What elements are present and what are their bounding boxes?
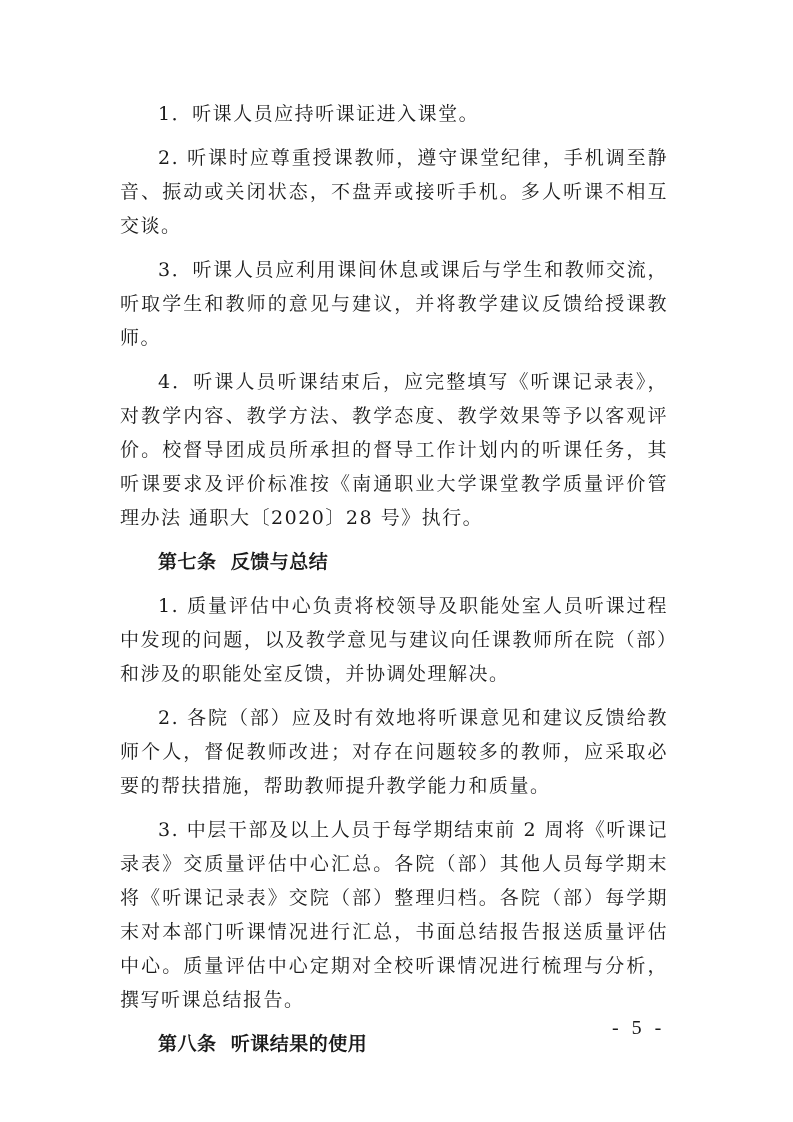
page-number: - 5 - (612, 1017, 666, 1039)
paragraph-2: 2. 听课时应尊重授课教师，遵守课堂纪律，手机调至静音、振动或关闭状态，不盘弄或接听手机。多人听课不相互交谈。 (120, 147, 668, 237)
paragraph-1: 1．听课人员应持听课证进入课堂。 (158, 103, 480, 125)
document-body (120, 97, 668, 1071)
paragraph-3: 3．听课人员应利用课间休息或课后与学生和教师交流，听取学生和教师的意见与建议，并将教学建议反馈给授课教师。 (120, 259, 668, 349)
section-7-heading (120, 545, 668, 579)
section-7-heading-text: 第七条 反馈与总结 (158, 551, 329, 573)
section-7-paragraph-2: 2. 各院（部）应及时有效地将听课意见和建议反馈给教师个人，督促教师改进；对存在问题较多的教师，应采取必要的帮扶措施，帮助教师提升教学能力和质量。 (120, 707, 668, 797)
section-7-paragraph-3: 3. 中层干部及以上人员于每学期结束前 2 周将《听课记录表》交质量评估中心汇总。各院（部）其他人员每学期末将《听课记录表》交院（部）整理归档。各院（部）每学期末对本部门听课情况进行汇总，书面总结报告报送质量评估中心。质量评估中心定期对全校听课情况进行梳理与分析，撰写听课总结报告。 (120, 819, 668, 1011)
paragraph-4: 4．听课人员听课结束后，应完整填写《听课记录表》，对教学内容、教学方法、教学态度、教学效果等予以客观评价。校督导团成员所承担的督导工作计划内的听课任务，其听课要求及评价标准按《南通职业大学课堂教学质量评价管理办法 通职大〔2020〕28 号》执行。 (120, 371, 668, 529)
section-8-heading (120, 1027, 668, 1061)
section-7-paragraph-1: 1. 质量评估中心负责将校领导及职能处室人员听课过程中发现的问题，以及教学意见与建议向任课教师所在院（部）和涉及的职能处室反馈，并协调处理解决。 (120, 595, 668, 685)
section-8-heading-text: 第八条 听课结果的使用 (158, 1033, 368, 1055)
